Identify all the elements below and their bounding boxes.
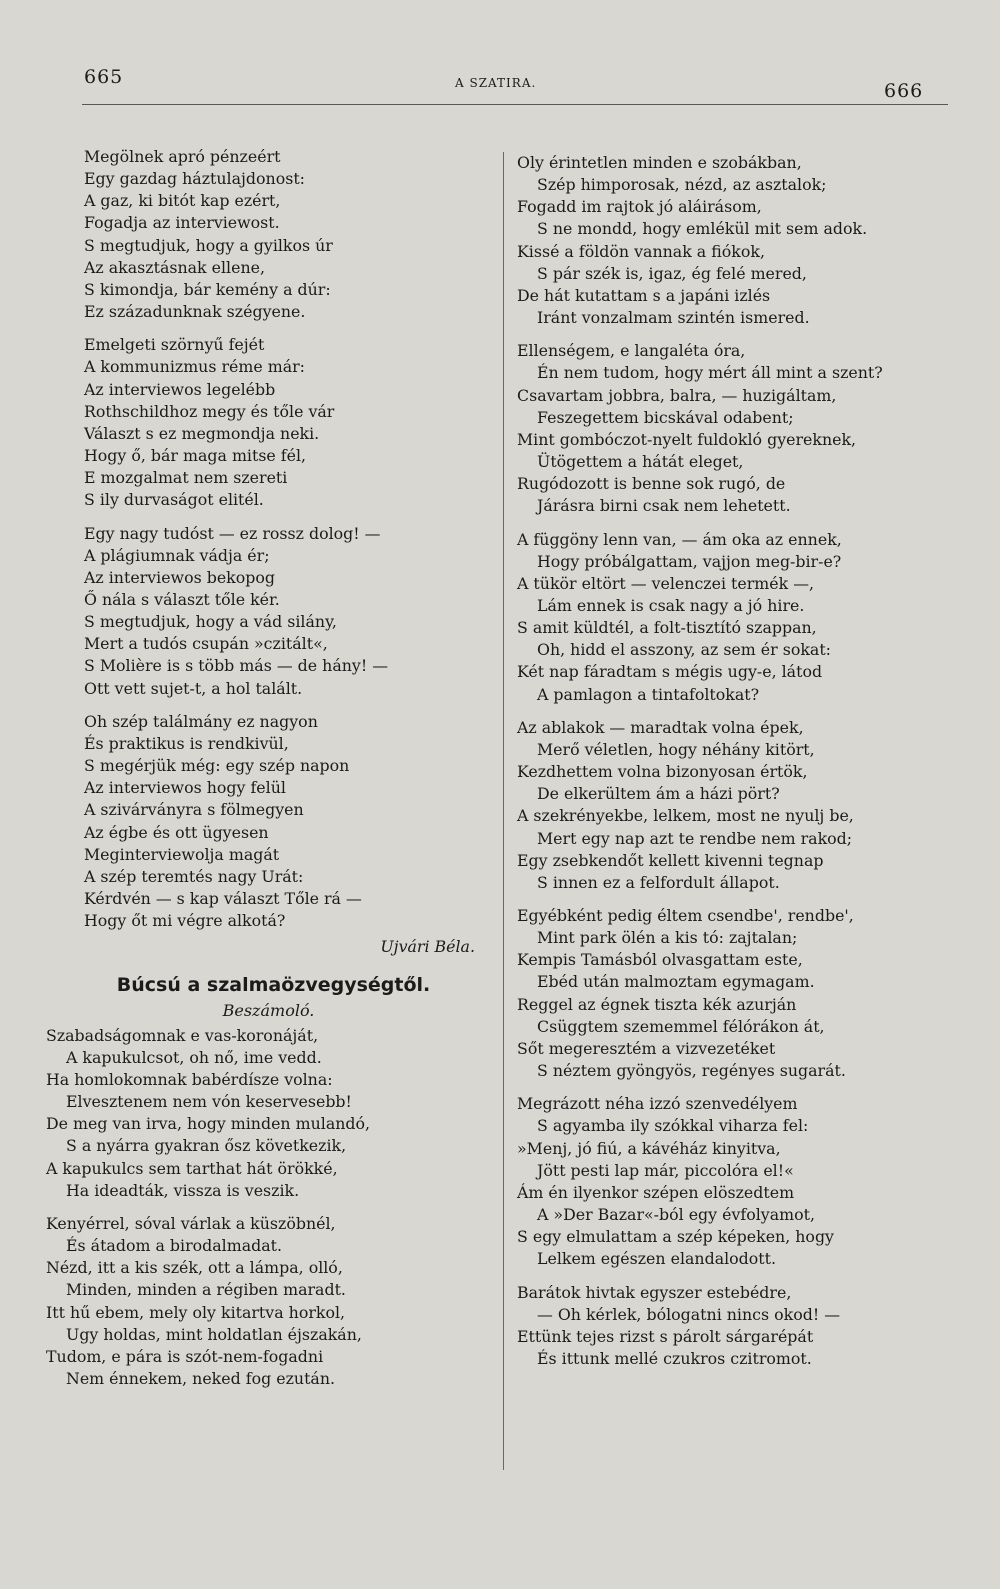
verse-line: Sőt megeresztém a vizvezetéket [517,1038,776,1058]
stanza-gap [517,1271,947,1282]
verse-line: Kezdhettem volna bizonyosan értök, [517,762,808,782]
stanza [517,529,947,706]
stanza-gap [517,518,947,529]
stanza-gap [46,700,491,711]
verse-line: S ily durvaságot elitél. [84,490,264,510]
verse-line: Kissé a földön vannak a fiókok, [517,241,765,261]
verse-line: Szép himporosak, nézd, az asztalok; [537,175,827,195]
verse-line: Csavartam jobbra, balra, — huzigáltam, [517,385,837,405]
poem-title: Búcsú a szalmaözvegységtől. [116,974,431,997]
verse-line: S Molière is s több más — de hány! — [84,656,388,676]
verse-line: Oh, hidd el asszony, az sem ér sokat: [537,640,831,660]
verse-line: Mert egy nap azt te rendbe nem rakod; [537,828,853,848]
verse-line: A szép teremtés nagy Urát: [84,866,304,886]
verse-line: S amit küldtél, a folt-tisztító szappan, [517,618,817,638]
verse-line: Mint park ölén a kis tó: zajtalan; [537,928,798,948]
verse-line: Lám ennek is csak nagy a jó hire. [537,595,805,615]
verse-line: Hogy ő, bár maga mitse fél, [84,446,307,466]
verse-line: Ha homlokomnak babérdísze volna: [46,1069,333,1089]
poem2-left-stanzas [46,1025,491,1391]
page-number-left: 665 [84,66,124,88]
verse-line: S a nyárra gyakran ősz következik, [66,1136,347,1156]
verse-line: Szabadságomnak e vas-koronáját, [46,1025,319,1045]
verse-line: Ha ideadták, vissza is veszik. [66,1180,300,1200]
verse-line: S egy elmulattam a szép képeken, hogy [517,1227,834,1247]
verse-line: Az interviewos bekopog [84,567,275,587]
verse-line: S pár szék is, igaz, ég felé mered, [537,263,807,283]
running-title: A SZATIRA. [455,76,537,90]
verse-line: Az akasztásnak ellene, [84,257,265,277]
verse-line: És átadom a birodalmadat. [66,1236,283,1256]
verse-line: Egy zsebkendőt kellett kivenni tegnap [517,850,824,870]
verse-line: Az interviewos legelébb [84,379,276,399]
verse-line: Ütögettem a hátát eleget, [537,452,744,472]
verse-line: A kapukulcs sem tarthat hát örökké, [46,1158,338,1178]
verse-line: És praktikus is rendkivül, [84,733,289,753]
verse-line: Az ablakok — maradtak volna épek, [517,717,804,737]
verse-line: És ittunk mellé czukros czitromot. [537,1348,812,1368]
verse-line: Ott vett sujet-t, a hol talált. [84,678,303,698]
left-column [46,146,491,1390]
verse-line: Lelkem egészen elandalodott. [537,1249,777,1269]
verse-line: S innen ez a felfordult állapot. [537,872,780,892]
verse-line: Barátok hivtak egyszer estebédre, [517,1282,792,1302]
poem-subtitle: Beszámoló. [222,1001,315,1021]
verse-line: Meginterviewolja magát [84,844,280,864]
verse-line: Elvesztenem nem vón keservesebb! [66,1092,352,1112]
verse-line: A szivárványra s fölmegyen [84,800,304,820]
verse-line: Rugódozott is benne sok rugó, de [517,474,786,494]
right-column [517,152,947,1370]
stanza-gap [46,323,491,334]
verse-line: A plágiumnak vádja ér; [84,545,270,565]
stanza [517,1093,947,1270]
verse-line: Egy nagy tudóst — ez rossz dolog! — [84,523,381,543]
poem2-right-stanzas [517,152,947,1370]
verse-line: Ettünk tejes rizst s párolt sárgarépát [517,1326,814,1346]
verse-line: Jött pesti lap már, piccolóra el!« [537,1160,794,1180]
poem-interviewos [46,146,491,958]
verse-line: S ne mondd, hogy emlékül mit sem adok. [537,219,868,239]
verse-line: S kimondja, bár kemény a dúr: [84,279,331,299]
verse-line: A kommunizmus réme már: [84,357,305,377]
verse-line: Kenyérrel, sóval várlak a küszöbnél, [46,1213,336,1233]
verse-line: De hát kutattam s a japáni izlés [517,285,771,305]
column-divider [503,152,504,1470]
verse-line: »Menj, jó fiú, a kávéház kinyitva, [517,1138,781,1158]
stanza-gap [517,706,947,717]
verse-line: Oly érintetlen minden e szobákban, [517,153,802,172]
stanza-gap [517,894,947,905]
verse-line: Egyébként pedig éltem csendbe', rendbe', [517,906,854,925]
verse-line: Megölnek apró pénzeért [84,147,281,166]
stanza-gap [46,1202,491,1213]
verse-line: A függöny lenn van, — ám oka az ennek, [517,529,842,549]
verse-line: Az interviewos hogy felül [84,778,286,798]
verse-line: Járásra birni csak nem lehetett. [537,496,791,516]
verse-line: Én nem tudom, hogy mért áll mint a szent? [537,363,883,383]
header-rule [82,104,948,105]
verse-line: Itt hű ebem, mely oly kitartva horkol, [46,1302,346,1322]
verse-line: Hogy próbálgattam, vajjon meg-bir-e? [537,551,842,571]
verse-line: S agyamba ily szókkal viharza fel: [537,1116,809,1136]
verse-line: Reggel az égnek tiszta kék azurján [517,994,797,1014]
verse-line: Hogy őt mi végre alkotá? [84,911,286,931]
stanza [517,1282,947,1371]
verse-line: — Oh kérlek, bólogatni nincs okod! — [537,1304,841,1324]
page-number-right: 666 [884,80,924,102]
stanza [46,711,491,933]
verse-line: De meg van irva, hogy minden mulandó, [46,1114,371,1134]
stanza [46,146,491,323]
verse-line: Feszegettem bicskával odabent; [537,407,794,427]
verse-line: S megtudjuk, hogy a gyilkos úr [84,235,333,255]
verse-line: Rothschildhoz megy és tőle vár [84,401,335,421]
verse-line: A »Der Bazar«-ból egy évfolyamot, [537,1205,815,1225]
verse-line: Az égbe és ott ügyesen [84,822,269,842]
verse-line: Ugy holdas, mint holdatlan éjszakán, [66,1324,362,1344]
stanza [46,1213,491,1390]
verse-line: Megrázott néha izzó szenvedélyem [517,1094,798,1114]
verse-line: Ez századunknak szégyene. [84,302,306,322]
stanza-gap [517,1082,947,1093]
verse-line: Oh szép találmány ez nagyon [84,711,318,731]
verse-line: Kérdvén — s kap választ Tőle rá — [84,889,362,908]
verse-line: Mint gombóczot-nyelt fuldokló gyereknek, [517,429,857,449]
stanza-gap [517,329,947,340]
stanza [46,1025,491,1202]
verse-line: S megtudjuk, hogy a vád silány, [84,612,337,632]
verse-line: Ám én ilyenkor szépen elöszedtem [517,1182,795,1202]
verse-line: S megérjük még: egy szép napon [84,756,350,776]
verse-line: A gaz, ki bitót kap ezért, [84,191,281,211]
verse-line: Mert a tudós csupán »czitált«, [84,634,328,654]
verse-line: Két nap fáradtam s mégis ugy-e, látod [517,662,823,682]
stanza [46,523,491,700]
stanza [46,334,491,511]
author-signature: Ujvári Béla. [380,937,475,957]
stanza [517,905,947,1082]
verse-line: Választ s ez megmondja neki. [84,423,320,443]
verse-line: Minden, minden a régiben maradt. [66,1280,346,1300]
verse-line: Ő nála s választ tőle kér. [84,589,280,609]
verse-line: A tükör eltört — velenczei termék —, [517,573,815,593]
stanza-gap [46,512,491,523]
verse-line: Ellenségem, e langaléta óra, [517,341,746,361]
verse-line: Egy gazdag háztulajdonost: [84,169,305,189]
verse-line: Emelgeti szörnyű fejét [84,335,265,355]
verse-line: Merő véletlen, hogy néhány kitört, [537,739,815,759]
verse-line: A pamlagon a tintafoltokat? [537,684,760,704]
verse-line: S néztem gyöngyös, regényes sugarát. [537,1061,846,1081]
verse-line: A kapukulcsot, oh nő, ime vedd. [66,1047,322,1067]
verse-line: Fogadja az interviewost. [84,213,280,233]
verse-line: Kempis Tamásból olvasgattam este, [517,950,803,970]
verse-line: Csüggtem szememmel félórákon át, [537,1016,825,1036]
verse-line: Ebéd után malmoztam egymagam. [537,972,815,992]
verse-line: Iránt vonzalmam szintén ismered. [537,308,810,328]
stanza [517,152,947,329]
stanza [517,340,947,517]
verse-line: Nézd, itt a kis szék, ott a lámpa, olló, [46,1258,343,1278]
poem1-stanzas [46,146,491,932]
verse-line: Tudom, e pára is szót-nem-fogadni [46,1346,324,1366]
verse-line: Fogadd im rajtok jó aláirásom, [517,197,762,217]
verse-line: Nem énnekem, neked fog ezután. [66,1368,336,1388]
verse-line: De elkerültem ám a házi pört? [537,784,780,804]
stanza [517,717,947,894]
verse-line: E mozgalmat nem szereti [84,468,288,488]
verse-line: A szekrényekbe, lelkem, most ne nyulj be, [517,806,854,826]
